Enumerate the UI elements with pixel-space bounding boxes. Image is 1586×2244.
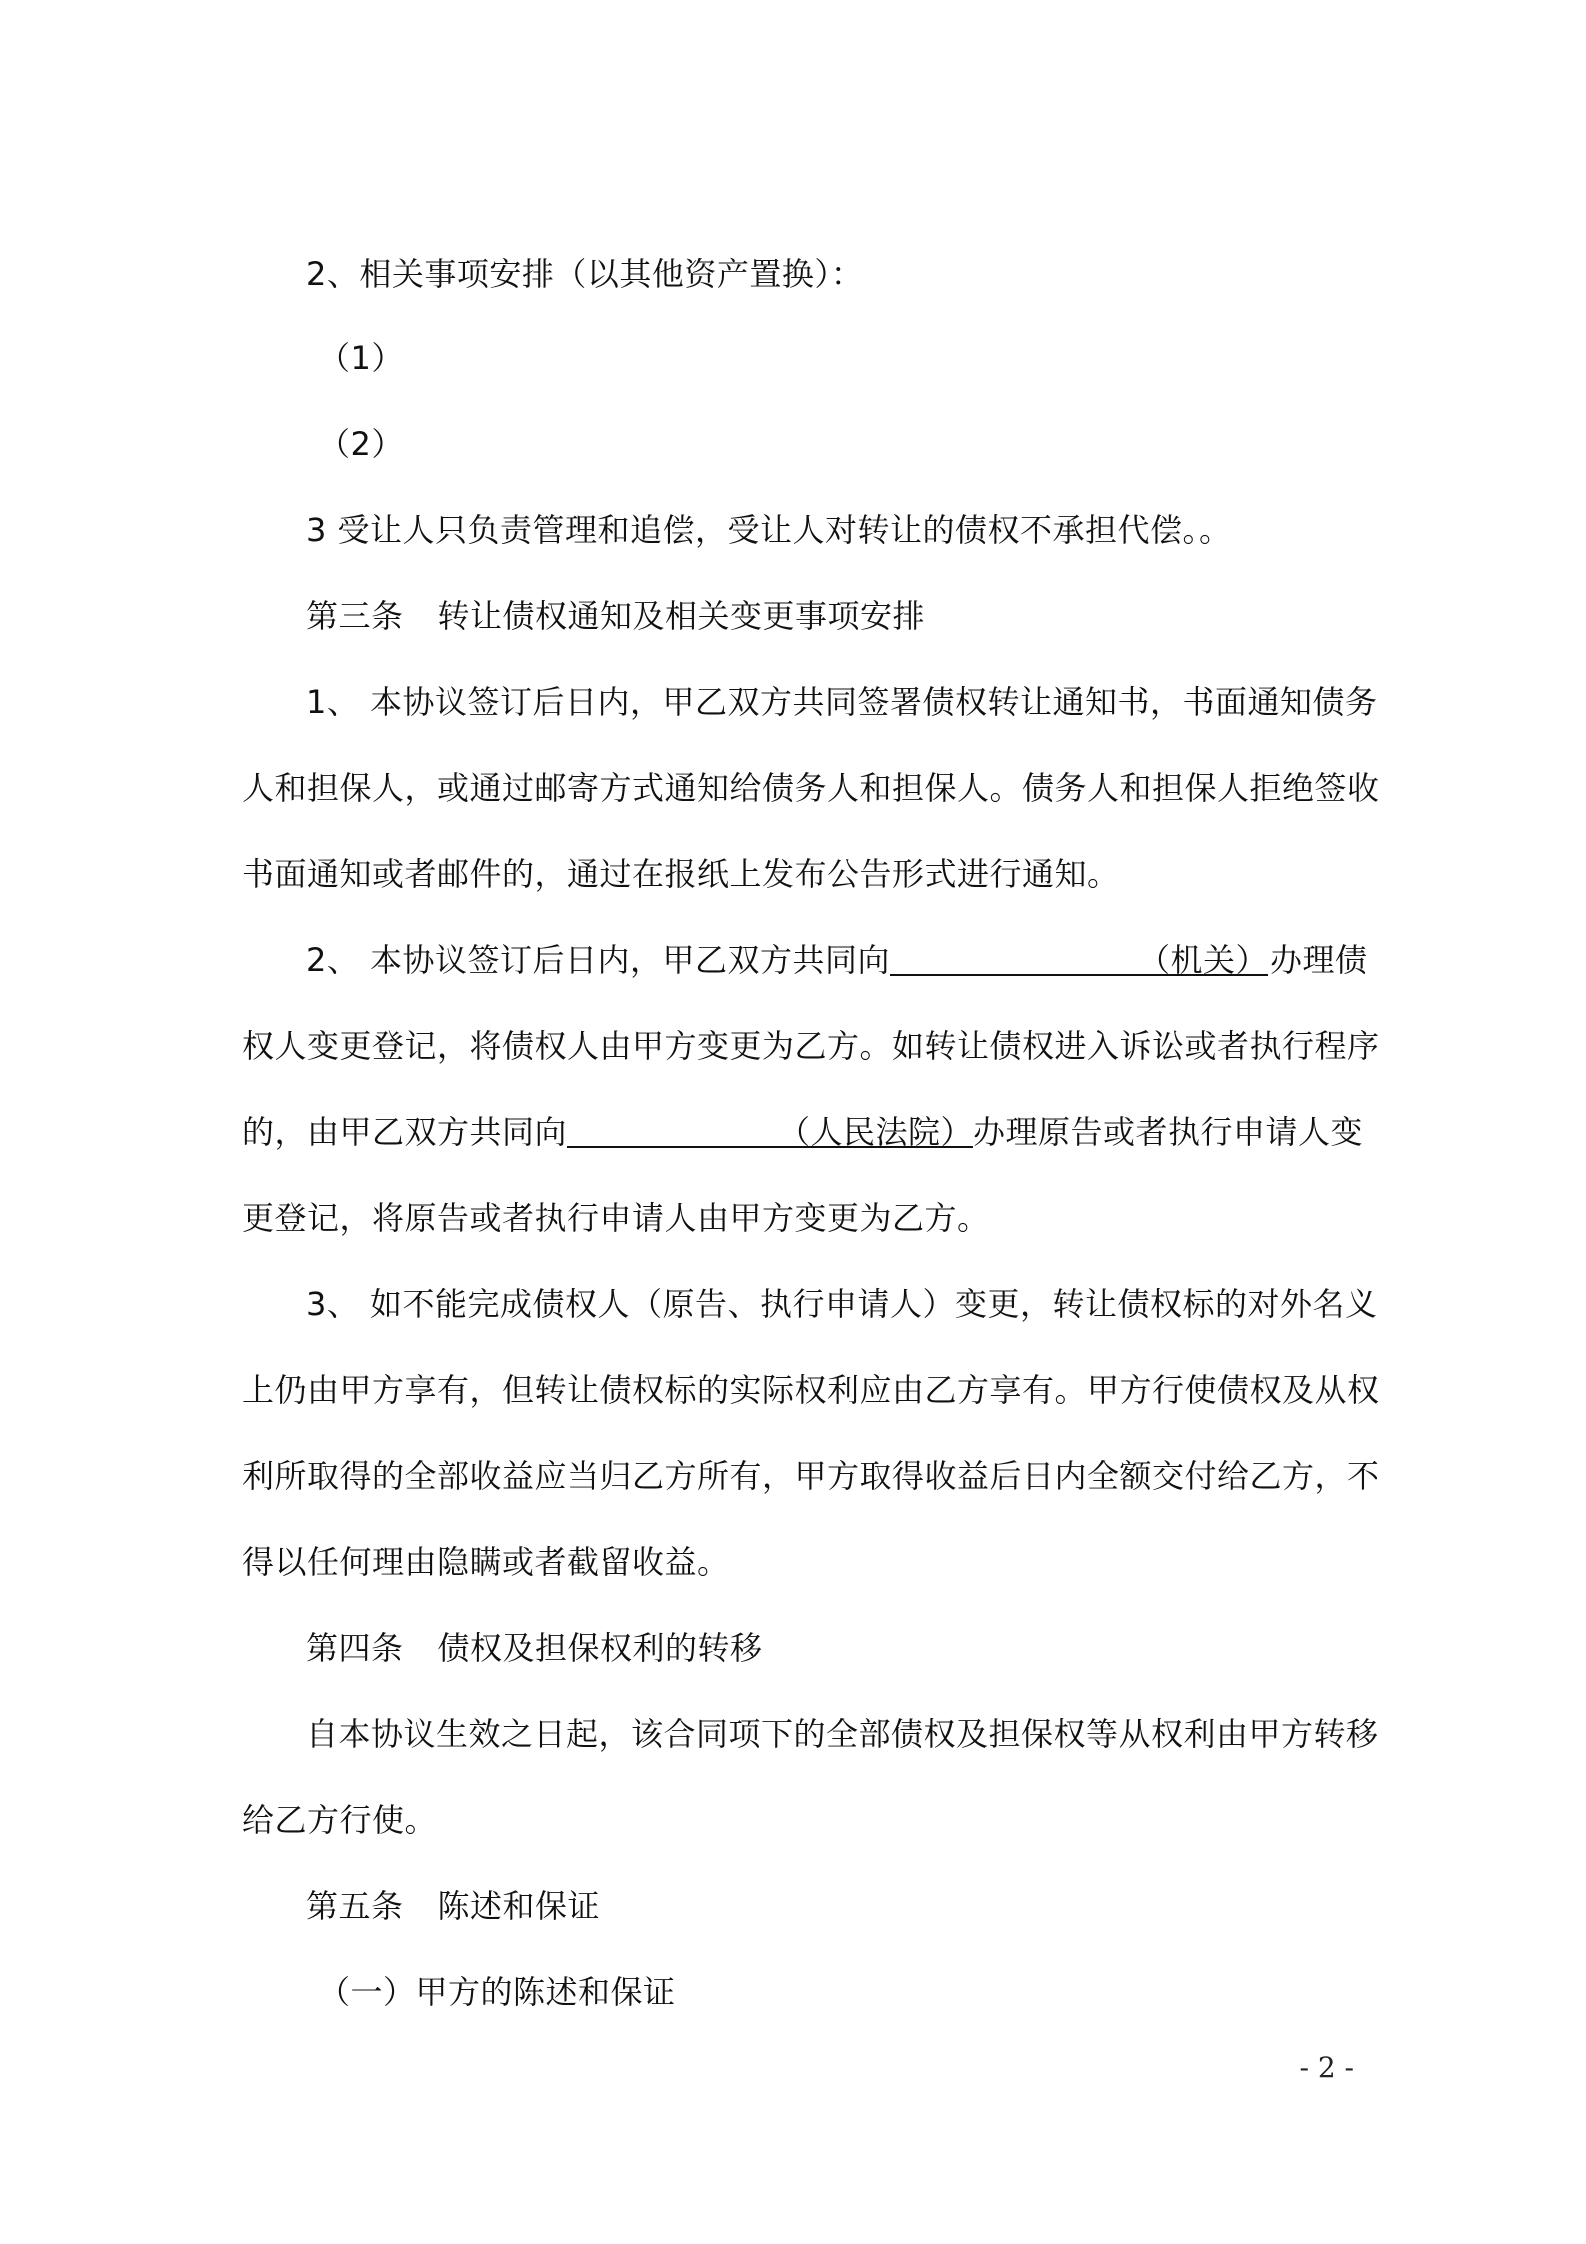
clause-2-text-b: 办理债 <box>1270 941 1368 979</box>
section-3-text: 3 受让人只负责管理和追偿，受让人对转让的债权不承担代偿。。 <box>306 511 1232 549</box>
clause-2-text-a: 2、 本协议签订后日内，甲乙双方共同向 <box>306 941 891 979</box>
clause-2-line-4: 更登记，将原告或者执行申请人由甲方变更为乙方。 <box>242 1199 990 1237</box>
item-2: （2） <box>318 425 404 463</box>
article-4-line-1: 自本协议生效之日起，该合同项下的全部债权及担保权等从权利由甲方转移 <box>306 1715 1379 1753</box>
article-5-number: 第五条 <box>306 1887 404 1925</box>
article-4-heading <box>306 1626 1426 1670</box>
agency-blank-field[interactable] <box>890 938 1269 979</box>
clause-2-text-d: 办理原告或者执行申请人变 <box>973 1113 1364 1151</box>
court-blank-label: （人民法院） <box>778 1113 974 1151</box>
article-5-heading <box>306 1884 1426 1928</box>
article-3-number: 第三条 <box>306 597 404 635</box>
clause-3-line-3: 利所取得的全部收益应当归乙方所有，甲方取得收益后日内全额交付给乙方，不 <box>242 1457 1380 1495</box>
section-2-heading: 2、相关事项安排（以其他资产置换）： <box>306 255 864 293</box>
clause-2-text-c: 的，由甲乙双方共同向 <box>242 1113 568 1151</box>
page-number: - 2 - <box>1299 2051 1354 2084</box>
article-4-title: 债权及担保权利的转移 <box>437 1629 763 1667</box>
clause-2-line-3 <box>242 1110 1362 1154</box>
clause-3-line-2: 上仍由甲方享有，但转让债权标的实际权利应由乙方享有。甲方行使债权及从权 <box>242 1371 1380 1409</box>
clause-3-line-1: 3、 如不能完成债权人（原告、执行申请人）变更，转让债权标的对外名义 <box>306 1285 1378 1323</box>
article-5-title: 陈述和保证 <box>437 1887 601 1925</box>
article-3-title: 转让债权通知及相关变更事项安排 <box>437 597 926 635</box>
article-3-heading <box>306 594 1426 638</box>
item-1: （1） <box>318 339 404 377</box>
clause-1-line-1: 1、 本协议签订后日内，甲乙双方共同签署债权转让通知书，书面通知债务 <box>306 683 1378 721</box>
article-4-number: 第四条 <box>306 1629 404 1667</box>
clause-1-line-3: 书面通知或者邮件的，通过在报纸上发布公告形式进行通知。 <box>242 855 1120 893</box>
clause-3-line-4: 得以任何理由隐瞒或者截留收益。 <box>242 1543 730 1581</box>
article-4-line-2: 给乙方行使。 <box>242 1801 438 1839</box>
court-blank-field[interactable] <box>567 1110 974 1151</box>
agency-blank-label: （机关） <box>1138 941 1269 979</box>
clause-2-line-1 <box>306 938 1426 982</box>
clause-1-line-2: 人和担保人，或通过邮寄方式通知给债务人和担保人。债务人和担保人拒绝签收 <box>242 769 1380 807</box>
clause-2-line-2: 权人变更登记，将债权人由甲方变更为乙方。如转让债权进入诉讼或者执行程序 <box>242 1027 1380 1065</box>
article-5-subheading: （一）甲方的陈述和保证 <box>318 1973 676 2011</box>
